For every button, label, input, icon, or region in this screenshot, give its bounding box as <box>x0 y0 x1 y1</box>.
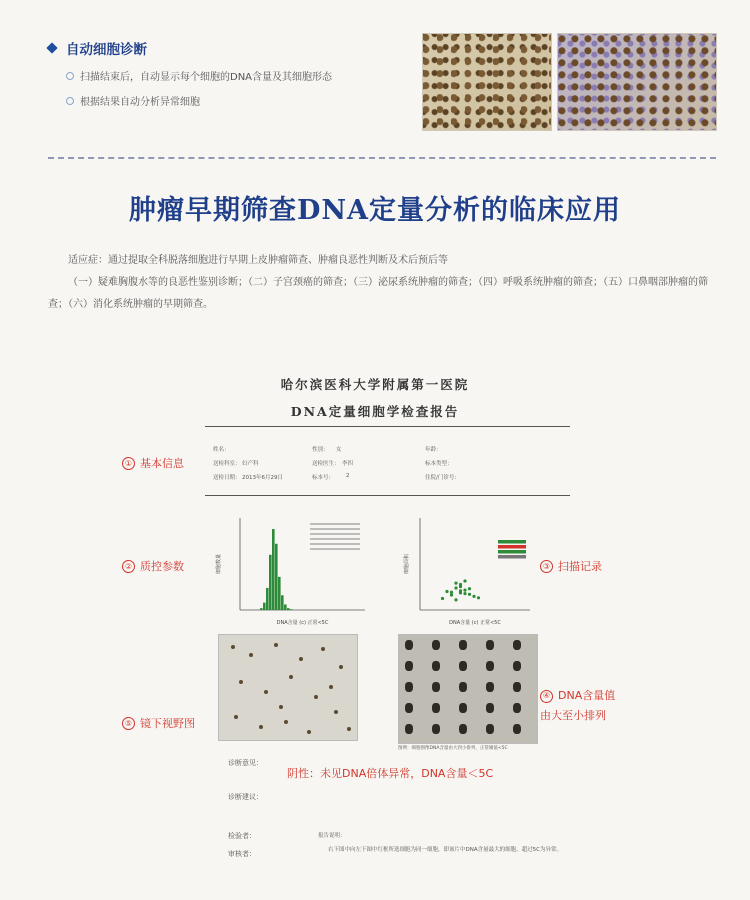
section-label-text: 镜下视野图 <box>140 717 195 730</box>
cell-thumbnail <box>432 703 440 713</box>
histogram-bar <box>275 544 278 610</box>
cell-thumbnail <box>459 682 467 692</box>
report-title: DNA定量细胞学检查报告 <box>290 404 460 419</box>
feature-bullet-text: 扫描结束后，自动显示每个细胞的DNA含量及其细胞形态 <box>80 72 333 83</box>
cell-dot <box>321 647 325 651</box>
scatter-point <box>459 585 462 588</box>
bullet-ring-icon <box>66 97 74 105</box>
y-axis-label: 细胞面积 <box>404 553 410 575</box>
page-title: 肿瘤早期筛查DNA定量分析的临床应用 <box>128 195 622 226</box>
scatter-point <box>450 593 453 596</box>
cell-thumbnail <box>513 640 521 650</box>
cell-dot <box>239 680 243 684</box>
cell-dot <box>231 645 235 649</box>
info-date-label: 送检日期： <box>213 475 241 481</box>
bullet-ring-icon <box>66 72 74 80</box>
y-axis-label: 细胞数量 <box>216 553 222 575</box>
feature-title-text: 自动细胞诊断 <box>66 42 147 58</box>
microscope-image-a <box>422 33 552 131</box>
scatter-point <box>463 579 466 582</box>
cell-thumbnail <box>513 661 521 671</box>
scatter-point <box>463 592 466 595</box>
info-gender-label: 性别： <box>312 447 329 453</box>
cell-thumbnail <box>432 661 440 671</box>
histogram-bar <box>272 529 275 610</box>
scatter-chart <box>400 510 540 628</box>
section-label-scan <box>540 558 602 574</box>
cell-thumbnail <box>486 661 494 671</box>
histogram-bar <box>269 555 272 610</box>
histogram-chart <box>210 510 375 628</box>
cell-thumbnail <box>405 640 413 650</box>
report-rule <box>205 495 570 496</box>
report <box>0 360 750 900</box>
cell-dot <box>307 730 311 734</box>
num-circle: ⑤ <box>122 717 135 730</box>
cell-thumbnail <box>459 661 467 671</box>
scatter-point <box>459 589 462 592</box>
cell-dot <box>264 690 268 694</box>
cell-thumbnail <box>405 724 413 734</box>
report-hospital: 哈尔滨医科大学附属第一医院 <box>280 377 470 392</box>
cell-dot <box>339 665 343 669</box>
histogram-bar <box>284 604 287 610</box>
scatter-point <box>450 591 453 594</box>
scan-legend-bar <box>498 540 526 544</box>
info-doctor-label: 送检医生： <box>312 461 340 467</box>
cell-dot <box>274 643 278 647</box>
scatter-point <box>463 589 466 592</box>
section-label-text: 基本信息 <box>140 457 184 470</box>
num-circle: ③ <box>540 560 553 573</box>
section-label-basic <box>122 455 184 471</box>
report-rule <box>205 426 570 427</box>
section-label-text: 扫描记录 <box>558 560 602 573</box>
feature-bullet-text: 根据结果自动分析异常细胞 <box>80 97 200 108</box>
cell-thumbnail <box>432 724 440 734</box>
section-label-dna <box>540 686 615 726</box>
report-note-label: 报告说明： <box>318 833 346 839</box>
info-date-value: 2013年6月29日 <box>242 475 283 481</box>
scatter-point <box>441 597 444 600</box>
cell-dot <box>329 685 333 689</box>
dashed-divider <box>48 157 716 159</box>
cell-dot <box>347 727 351 731</box>
cell-thumbnail <box>405 682 413 692</box>
info-dept-value: 妇产科 <box>242 461 259 467</box>
scatter-point <box>477 596 480 599</box>
x-axis-label: DNA含量 (c) 正常<5C <box>449 620 501 626</box>
histogram-bar <box>290 609 293 610</box>
histogram-bar <box>281 595 284 610</box>
histogram-bar <box>278 577 281 610</box>
info-age-label: 年龄： <box>425 447 442 453</box>
diagnosis-result: 阴性：未见DNA倍体异常，DNA含量＜5C <box>287 767 494 780</box>
x-axis-label: DNA含量 (c) 正常<5C <box>276 620 329 626</box>
intro-text <box>48 250 718 316</box>
cell-dot <box>249 653 253 657</box>
examiner-label: 检验者： <box>228 832 256 840</box>
diag-label: 诊断意见： <box>228 759 263 767</box>
cell-thumbnail <box>513 682 521 692</box>
histogram-bar <box>266 588 269 610</box>
info-bed-label: 住院/门诊号： <box>425 475 460 481</box>
cell-dot <box>259 725 263 729</box>
scan-legend-bar <box>498 545 526 549</box>
scatter-point <box>468 593 471 596</box>
info-sample-no-value: 2 <box>346 473 350 479</box>
section-label-text: 质控参数 <box>140 560 184 573</box>
feature-title <box>48 38 408 58</box>
cell-thumbnail <box>486 703 494 713</box>
reviewer-label: 审核者： <box>228 850 256 858</box>
info-sample-type-label: 标本类型： <box>425 461 453 467</box>
cell-dot <box>289 675 293 679</box>
cell-thumbnail <box>513 724 521 734</box>
microscope-image-b <box>557 33 717 131</box>
cell-thumbnail <box>459 640 467 650</box>
cell-thumbnail <box>432 640 440 650</box>
cell-dot <box>279 705 283 709</box>
cell-dot <box>234 715 238 719</box>
scatter-point <box>472 595 475 598</box>
cell-grid-image <box>398 634 538 744</box>
num-circle: ④ <box>540 690 553 703</box>
cells-caption: 图例：细胞图像DNA含量由大到小排列，正常阈值<5C <box>398 746 508 751</box>
cell-thumbnail <box>486 640 494 650</box>
section-label-text2: 由大至小排列 <box>540 709 606 722</box>
num-circle: ② <box>122 560 135 573</box>
feature-block <box>48 38 408 108</box>
cell-dot <box>284 720 288 724</box>
scatter-point <box>445 590 448 593</box>
cell-thumbnail <box>405 703 413 713</box>
field-view-image <box>218 634 358 741</box>
cell-thumbnail <box>459 724 467 734</box>
info-sample-no-label: 标本号： <box>312 475 335 481</box>
cell-thumbnail <box>486 682 494 692</box>
feature-bullet <box>66 68 408 83</box>
histogram-bar <box>263 603 266 610</box>
section-label-qc <box>122 558 184 574</box>
scan-legend-bar <box>498 555 526 559</box>
info-name-label: 姓名： <box>213 447 230 453</box>
histogram-bar <box>260 608 263 610</box>
cell-thumbnail <box>486 724 494 734</box>
advice-label: 诊断建议： <box>228 793 263 801</box>
scatter-point <box>454 586 457 589</box>
scatter-point <box>468 587 471 590</box>
num-circle: ① <box>122 457 135 470</box>
cell-dot <box>314 695 318 699</box>
intro-line2: （一）疑难胸腹水等的良恶性鉴别诊断；（二）子宫颈癌的筛查；（三）泌尿系统肿瘤的筛查；（四）呼吸系统肿瘤的筛查；（五）口鼻咽部肿瘤的筛查；（六）消化系统肿瘤的早期筛查。 <box>48 277 708 310</box>
scatter-point <box>454 598 457 601</box>
section-label-row <box>540 686 615 706</box>
cell-dot <box>334 710 338 714</box>
feature-bullet <box>66 93 408 108</box>
cell-thumbnail <box>459 703 467 713</box>
cell-thumbnail <box>405 661 413 671</box>
info-dept-label: 送检科室： <box>213 461 241 467</box>
info-gender-value: 女 <box>336 447 342 453</box>
scatter-point <box>454 582 457 585</box>
intro-line1: 适应症：通过提取全科脱落细胞进行早期上皮肿瘤筛查、肿瘤良恶性判断及术后预后等 <box>68 255 448 266</box>
cell-dot <box>299 657 303 661</box>
info-doctor-value: 李四 <box>342 461 354 467</box>
report-note: 右下图中向左下图中红框所选细胞为同一细胞，即该片中DNA含量最大的细胞，超过5C为异常。 <box>328 847 562 853</box>
scan-legend-bar <box>498 550 526 554</box>
cell-thumbnail <box>432 682 440 692</box>
section-label-text: DNA含量值 <box>558 689 616 702</box>
section-label-field <box>122 715 195 731</box>
histogram-bar <box>287 608 290 610</box>
cell-thumbnail <box>513 703 521 713</box>
diamond-icon <box>46 42 57 53</box>
